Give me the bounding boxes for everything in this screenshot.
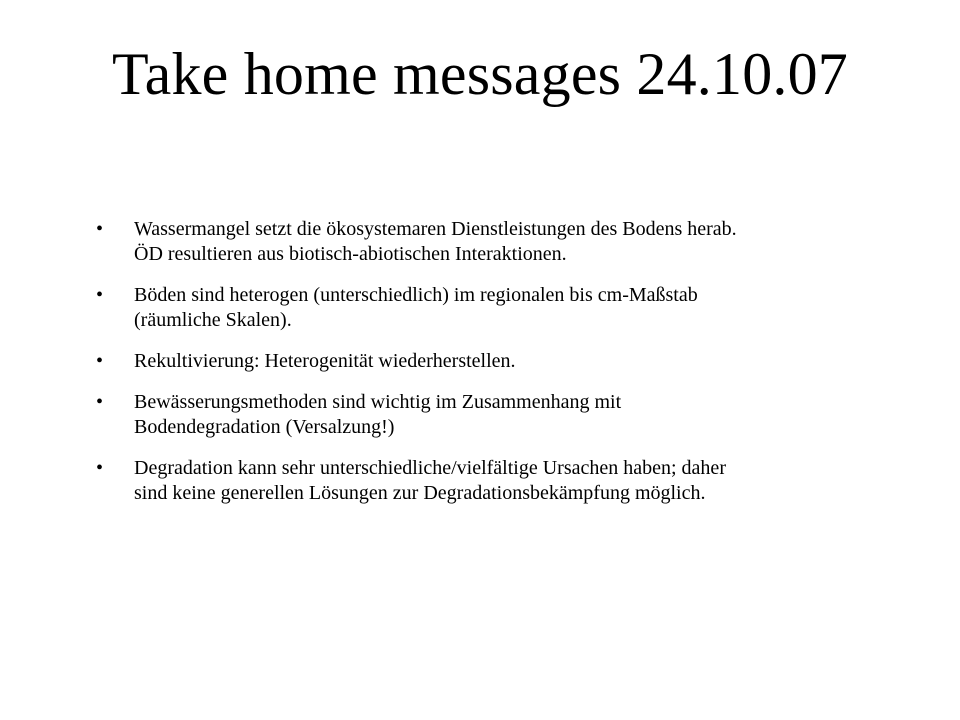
bullet-text-line: Böden sind heterogen (unterschiedlich) im regionalen bis cm-Maßstab — [134, 284, 698, 306]
bullet-text-line: Bewässerungsmethoden sind wichtig im Zusammenhang mit — [134, 391, 622, 413]
bullet-icon: • — [96, 284, 104, 306]
bullet-text-line: Bodendegradation (Versalzung!) — [134, 416, 395, 438]
bullet-text-line: sind keine generellen Lösungen zur Degradationsbekämpfung möglich. — [134, 482, 706, 504]
bullet-icon: • — [96, 457, 104, 479]
bullet-icon: • — [96, 350, 104, 372]
bullet-text-line: ÖD resultieren aus biotisch-abiotischen Interaktionen. — [134, 243, 567, 265]
bullet-item-1 — [96, 217, 896, 267]
bullet-text-line: Degradation kann sehr unterschiedliche/vielfältige Ursachen haben; daher — [134, 457, 726, 479]
slide-title: Take home messages 24.10.07 — [111, 41, 849, 107]
bullet-item-4 — [96, 390, 896, 440]
bullet-text-line: Wassermangel setzt die ökosystemaren Dienstleistungen des Bodens herab. — [134, 218, 737, 240]
bullet-icon: • — [96, 218, 104, 240]
bullet-icon: • — [96, 391, 104, 413]
bullet-text-line: Rekultivierung: Heterogenität wiederherstellen. — [134, 350, 516, 372]
bullet-item-3 — [96, 349, 896, 374]
bullet-list — [96, 217, 896, 522]
bullet-item-5 — [96, 456, 896, 506]
bullet-item-2 — [96, 283, 896, 333]
bullet-text-line: (räumliche Skalen). — [134, 309, 292, 331]
